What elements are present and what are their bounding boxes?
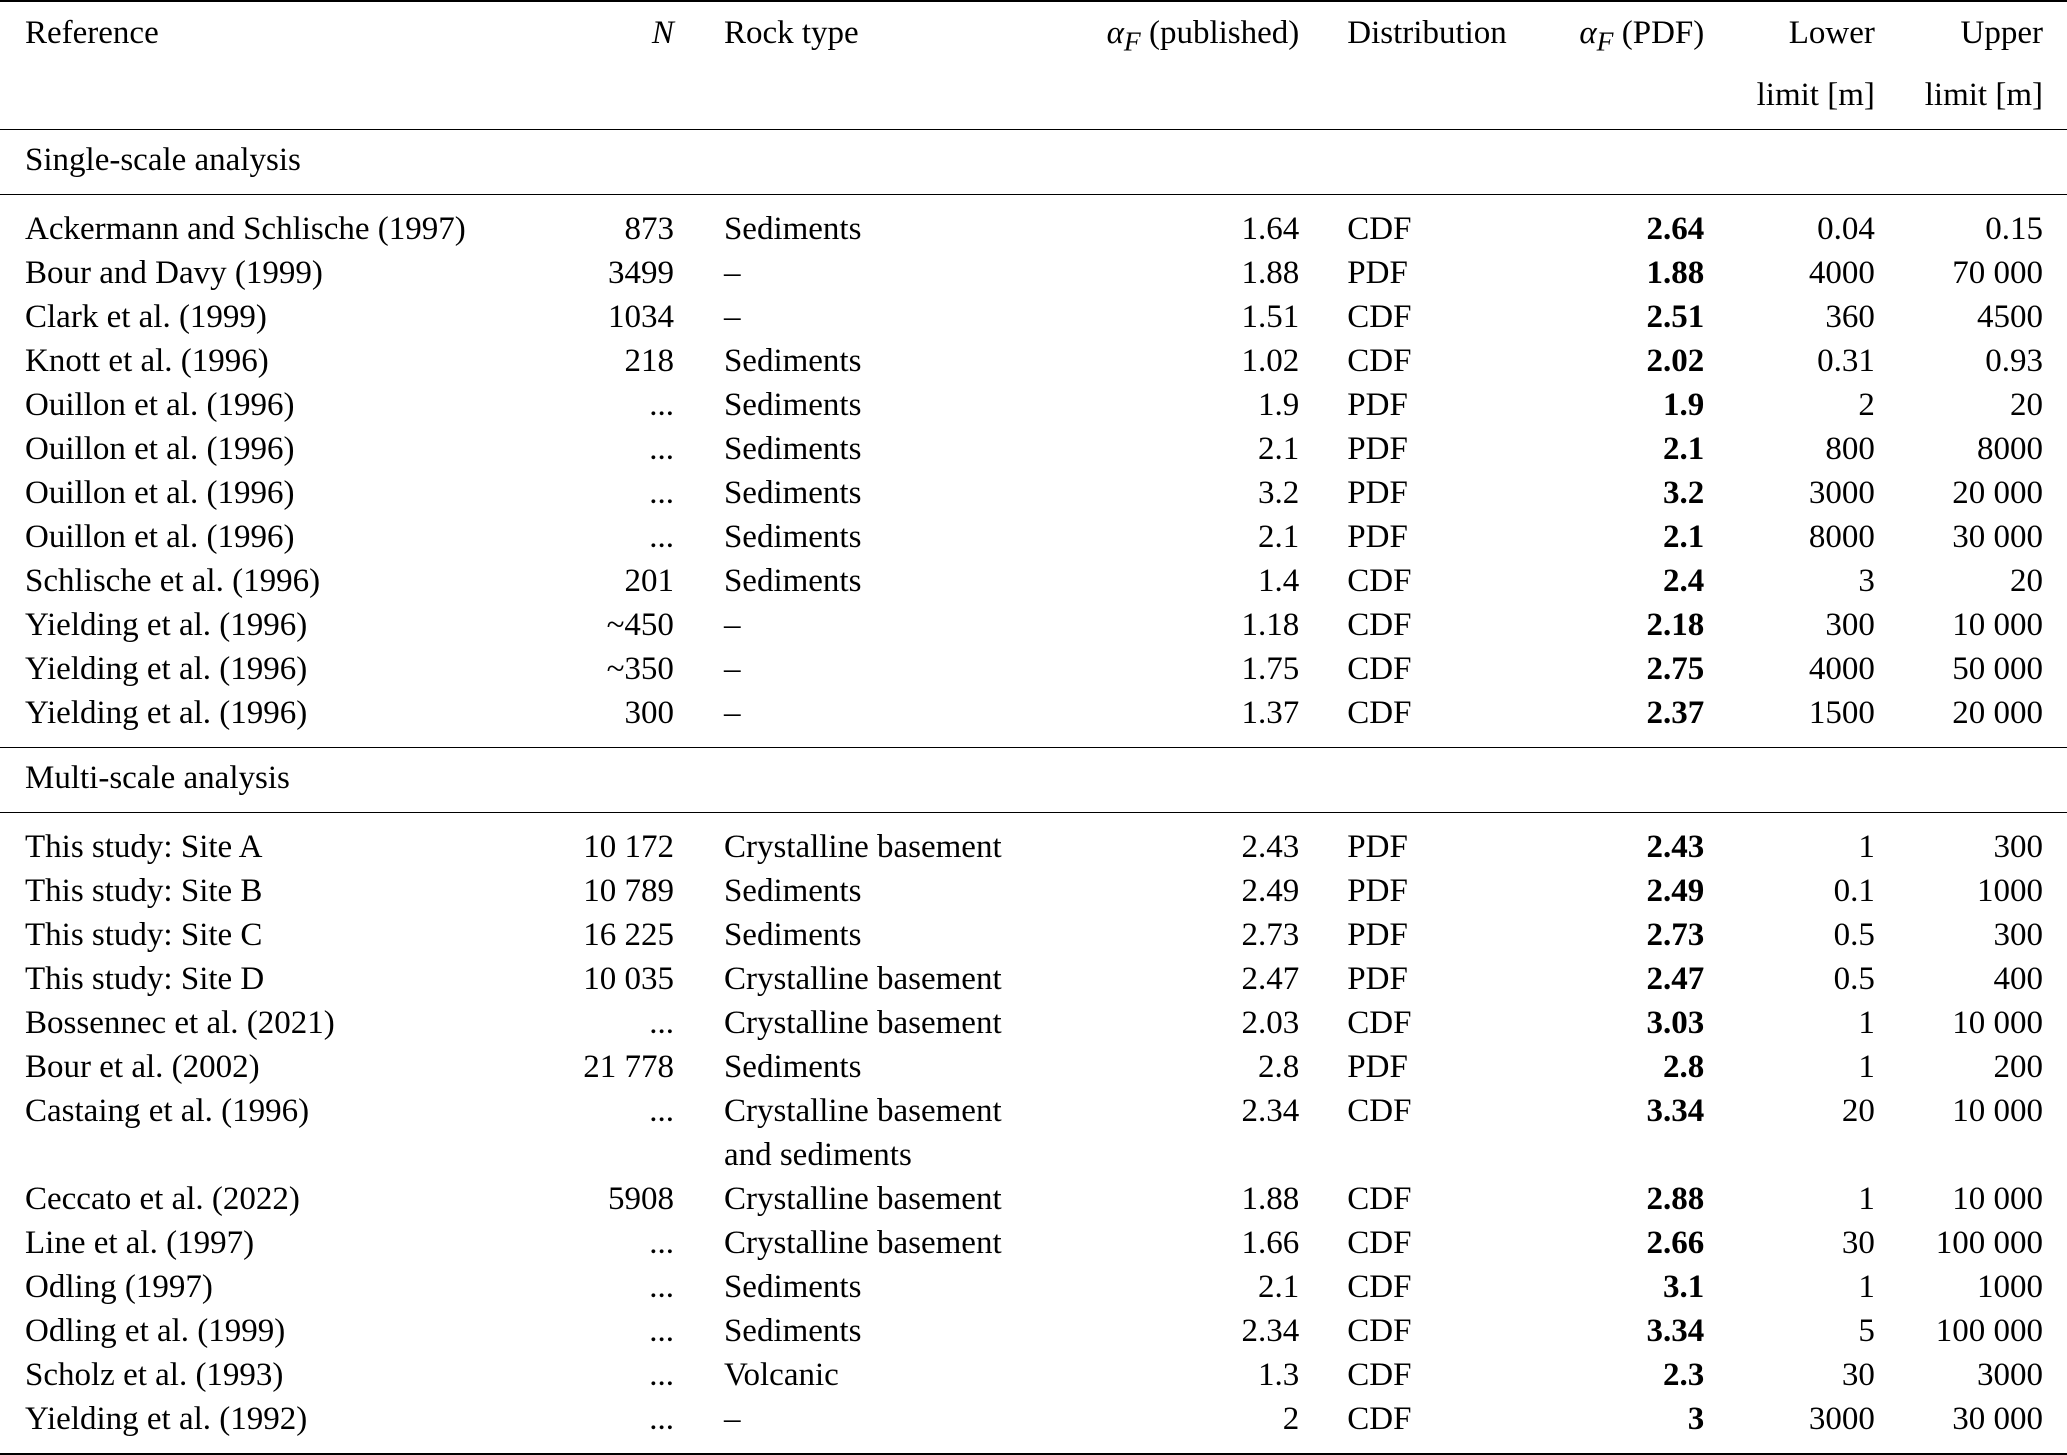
cell-lower-limit: 30: [1841, 1356, 1875, 1393]
cell-alpha-pdf: 2.88: [1646, 1180, 1705, 1217]
cell-alpha-pdf: 2.43: [1524, 812, 1704, 869]
cell-alpha-published: 1.02: [1241, 342, 1300, 379]
header-upper-line2: limit [m]: [1924, 76, 2043, 113]
cell-upper-limit: 8000: [1977, 430, 2043, 467]
cell-alpha-pdf: 3: [1524, 1397, 1704, 1454]
table-row: [0, 194, 2067, 251]
cell-alpha-published: 2.03: [1241, 1004, 1300, 1041]
cell-rock-type: Volcanic: [723, 1356, 839, 1393]
cell-alpha-published: 2.8: [1258, 1048, 1300, 1085]
cell-n: 3499: [607, 254, 674, 291]
alpha-published-suffix: (published): [1140, 15, 1300, 51]
cell-distribution: PDF: [1347, 916, 1408, 953]
cell-lower-limit: 30: [1841, 1224, 1875, 1261]
cell-upper-limit: 0.15: [1875, 194, 2067, 251]
cell-upper-limit: 200: [1993, 1048, 2043, 1085]
header-blank: [1524, 64, 1704, 130]
cell-upper-limit: 300: [1993, 916, 2043, 953]
cell-distribution: PDF: [1347, 960, 1408, 997]
alpha-pdf-suffix: (PDF): [1613, 15, 1705, 51]
cell-rock-type: Sediments: [723, 562, 862, 599]
table-header: [0, 1, 2067, 129]
cell-alpha-pdf: 1.9: [1663, 386, 1705, 423]
header-lower-line2: limit [m]: [1756, 76, 1875, 113]
table-row: [0, 559, 2067, 603]
table-row: [0, 1265, 2067, 1309]
cell-alpha-pdf: 2.66: [1646, 1224, 1705, 1261]
cell-lower-limit: 360: [1825, 298, 1875, 335]
cell-alpha-pdf: 2.64: [1524, 194, 1704, 251]
cell-rock-type: –: [723, 694, 741, 731]
cell-reference: Yielding et al. (1996): [25, 606, 308, 643]
cell-rock-type: Sediments: [723, 342, 862, 379]
cell-rock-type: Sediments: [723, 916, 862, 953]
cell-rock-type: Sediments: [723, 1312, 862, 1349]
section-title: Single-scale analysis: [0, 129, 2067, 194]
cell-alpha-published: 1.3: [1258, 1356, 1300, 1393]
cell-upper-limit: 10 000: [1952, 1180, 2043, 1217]
cell-upper-limit: 20 000: [1952, 474, 2043, 511]
header-blank: [676, 64, 1016, 130]
cell-upper-limit: 0.93: [1985, 342, 2043, 379]
cell-reference: Ouillon et al. (1996): [25, 386, 295, 423]
cell-alpha-pdf: 2.49: [1646, 872, 1705, 909]
cell-alpha-published: 1.88: [1241, 1180, 1300, 1217]
cell-lower-limit: 1: [1858, 1004, 1875, 1041]
cell-reference: Knott et al. (1996): [25, 342, 269, 379]
table-body: [0, 129, 2067, 1454]
header-distribution: Distribution: [1299, 1, 1524, 64]
header-blank: [1016, 64, 1300, 130]
cell-distribution: CDF: [1347, 1312, 1412, 1349]
table-row: [0, 1177, 2067, 1221]
cell-alpha-pdf: 2.4: [1663, 562, 1705, 599]
cell-n: 5908: [607, 1180, 674, 1217]
cell-lower-limit: 8000: [1808, 518, 1875, 555]
cell-alpha-pdf: 2.1: [1663, 518, 1705, 555]
cell-alpha-pdf: 2.3: [1663, 1356, 1705, 1393]
cell-reference: Ceccato et al. (2022): [25, 1180, 300, 1217]
cell-reference: Yielding et al. (1992): [0, 1397, 541, 1454]
cell-rock-type: Crystalline basement: [723, 1180, 1002, 1217]
header-blank: [1299, 64, 1524, 130]
cell-upper-limit: 100 000: [1935, 1224, 2043, 1261]
cell-upper-limit: 20: [2010, 386, 2043, 423]
cell-lower-limit: 1: [1858, 1048, 1875, 1085]
cell-n: 10 789: [583, 872, 674, 909]
cell-distribution: PDF: [1347, 430, 1408, 467]
cell-reference: Scholz et al. (1993): [25, 1356, 284, 1393]
cell-alpha-pdf: 2.37: [1646, 694, 1705, 731]
cell-lower-limit: 1500: [1808, 694, 1875, 731]
header-alpha-published: [1016, 1, 1300, 64]
cell-alpha-published: 2.47: [1241, 960, 1300, 997]
alpha-symbol: α: [1106, 15, 1124, 51]
cell-distribution: PDF: [1347, 872, 1408, 909]
cell-lower-limit: 1: [1858, 1180, 1875, 1217]
cell-reference: Ackermann and Schlische (1997): [0, 194, 541, 251]
cell-distribution: PDF: [1347, 386, 1408, 423]
alpha-subscript: F: [1596, 25, 1614, 57]
table-row: [0, 647, 2067, 691]
cell-lower-limit: 1: [1704, 812, 1875, 869]
table-row: [0, 1089, 2067, 1177]
cell-distribution: PDF: [1299, 812, 1524, 869]
header-row-1: [0, 1, 2067, 64]
cell-n: ...: [649, 518, 674, 555]
cell-reference: Yielding et al. (1996): [25, 650, 308, 687]
cell-lower-limit: 1: [1858, 1268, 1875, 1305]
cell-reference: Odling (1997): [25, 1268, 213, 1305]
cell-alpha-published: 2.34: [1241, 1312, 1300, 1349]
cell-upper-limit: 50 000: [1952, 650, 2043, 687]
cell-upper-limit: 20 000: [1952, 694, 2043, 731]
header-row-2: [0, 64, 2067, 130]
cell-alpha-pdf: 1.88: [1646, 254, 1705, 291]
cell-n: ...: [649, 386, 674, 423]
table-row: [0, 1397, 2067, 1454]
cell-n: ~350: [606, 650, 674, 687]
cell-n: 300: [624, 694, 674, 731]
cell-alpha-published: 1.88: [1241, 254, 1300, 291]
cell-alpha-published: 1.9: [1258, 386, 1300, 423]
cell-reference: This study: Site B: [25, 872, 263, 909]
cell-distribution: PDF: [1347, 254, 1408, 291]
cell-alpha-published: 2.43: [1016, 812, 1300, 869]
cell-lower-limit: 20: [1841, 1092, 1875, 1129]
cell-upper-limit: 70 000: [1952, 254, 2043, 291]
cell-upper-limit: 1000: [1977, 872, 2043, 909]
cell-n: 218: [624, 342, 674, 379]
cell-rock-type: Sediments: [723, 474, 862, 511]
cell-alpha-published: 1.18: [1241, 606, 1300, 643]
cell-reference: Ouillon et al. (1996): [25, 474, 295, 511]
cell-reference: Bossennec et al. (2021): [25, 1004, 335, 1041]
cell-n: ...: [649, 1092, 674, 1129]
cell-alpha-pdf: 3.03: [1646, 1004, 1705, 1041]
cell-n: ...: [649, 430, 674, 467]
cell-reference: Castaing et al. (1996): [25, 1092, 310, 1129]
table-row: [0, 869, 2067, 913]
cell-distribution: CDF: [1347, 1004, 1412, 1041]
cell-alpha-published: 1.51: [1241, 298, 1300, 335]
table-row: [0, 691, 2067, 748]
cell-alpha-pdf: 2.75: [1646, 650, 1705, 687]
table-row: [0, 957, 2067, 1001]
cell-lower-limit: 0.1: [1833, 872, 1875, 909]
cell-rock-type: Crystalline basement: [723, 1224, 1002, 1261]
cell-reference: Ouillon et al. (1996): [25, 518, 295, 555]
cell-upper-limit: 10 000: [1952, 606, 2043, 643]
cell-upper-limit: 4500: [1977, 298, 2043, 335]
table-row: [0, 812, 2067, 869]
cell-lower-limit: 0.04: [1704, 194, 1875, 251]
cell-upper-limit: 20: [2010, 562, 2043, 599]
table-row: [0, 515, 2067, 559]
cell-rock-type: –: [723, 650, 741, 687]
cell-distribution: CDF: [1347, 1180, 1412, 1217]
cell-rock-type: Sediments: [723, 430, 862, 467]
cell-reference: This study: Site D: [25, 960, 265, 997]
table-row: [0, 427, 2067, 471]
cell-lower-limit: 0.5: [1833, 960, 1875, 997]
cell-alpha-published: 2.49: [1241, 872, 1300, 909]
cell-alpha-published: 2: [1016, 1397, 1300, 1454]
cell-upper-limit: 1000: [1977, 1268, 2043, 1305]
cell-alpha-published: 1.66: [1241, 1224, 1300, 1261]
cell-distribution: CDF: [1347, 562, 1412, 599]
cell-alpha-published: 2.73: [1241, 916, 1300, 953]
header-blank: [541, 64, 676, 130]
cell-alpha-pdf: 2.8: [1663, 1048, 1705, 1085]
cell-alpha-pdf: 2.73: [1646, 916, 1705, 953]
header-reference: Reference: [0, 1, 541, 64]
table-row: [0, 1221, 2067, 1265]
section-title: Multi-scale analysis: [0, 747, 2067, 812]
cell-lower-limit: 4000: [1808, 650, 1875, 687]
cell-n: ...: [649, 1224, 674, 1261]
table-row: [0, 251, 2067, 295]
table-row: [0, 1309, 2067, 1353]
cell-upper-limit: 3000: [1977, 1356, 2043, 1393]
cell-lower-limit: 3000: [1808, 474, 1875, 511]
cell-reference: Yielding et al. (1996): [25, 694, 308, 731]
header-n: N: [541, 1, 676, 64]
cell-reference: Schlische et al. (1996): [25, 562, 321, 599]
cell-n: ...: [649, 1312, 674, 1349]
cell-rock-type: Crystalline basement: [723, 960, 1002, 997]
cell-rock-type: Sediments: [676, 194, 1016, 251]
cell-n: 201: [624, 562, 674, 599]
cell-alpha-published: 1.37: [1241, 694, 1300, 731]
header-alpha-pdf: [1524, 1, 1704, 64]
cell-alpha-published: 1.4: [1258, 562, 1300, 599]
cell-rock-type: –: [723, 298, 741, 335]
table-row: [0, 383, 2067, 427]
cell-upper-limit: 10 000: [1952, 1092, 2043, 1129]
cell-alpha-published: 1.64: [1016, 194, 1300, 251]
cell-distribution: CDF: [1347, 1224, 1412, 1261]
alpha-symbol: α: [1579, 15, 1597, 51]
table-row: [0, 603, 2067, 647]
cell-n: 10 035: [583, 960, 674, 997]
cell-alpha-published: 2.1: [1258, 430, 1300, 467]
cell-distribution: CDF: [1347, 606, 1412, 643]
cell-rock-type: Sediments: [723, 1268, 862, 1305]
cell-alpha-pdf: 3.2: [1663, 474, 1705, 511]
cell-alpha-pdf: 2.51: [1646, 298, 1705, 335]
cell-alpha-published: 3.2: [1258, 474, 1300, 511]
table-row: [0, 471, 2067, 515]
table-row: [0, 1353, 2067, 1397]
table-row: [0, 913, 2067, 957]
cell-reference: Bour et al. (2002): [25, 1048, 260, 1085]
cell-distribution: CDF: [1299, 194, 1524, 251]
cell-upper-limit: 30 000: [1952, 518, 2043, 555]
cell-upper-limit: 10 000: [1952, 1004, 2043, 1041]
cell-lower-limit: 300: [1825, 606, 1875, 643]
cell-distribution: CDF: [1347, 342, 1412, 379]
cell-reference: Clark et al. (1999): [25, 298, 267, 335]
cell-rock-type: Sediments: [723, 518, 862, 555]
cell-n: ...: [649, 1268, 674, 1305]
cell-rock-type: Crystalline basement: [676, 812, 1016, 869]
header-upper-line1: Upper: [1875, 1, 2067, 64]
cell-distribution: CDF: [1347, 1268, 1412, 1305]
cell-reference: This study: Site A: [0, 812, 541, 869]
cell-upper-limit: 30 000: [1875, 1397, 2067, 1454]
cell-alpha-pdf: 3.34: [1646, 1092, 1705, 1129]
cell-n: 21 778: [583, 1048, 674, 1085]
cell-lower-limit: 800: [1825, 430, 1875, 467]
cell-lower-limit: 2: [1858, 386, 1875, 423]
cell-rock-type: –: [723, 254, 741, 291]
cell-alpha-published: 2.1: [1258, 1268, 1300, 1305]
cell-n: 873: [541, 194, 676, 251]
cell-alpha-published: 1.75: [1241, 650, 1300, 687]
cell-alpha-published: 2.1: [1258, 518, 1300, 555]
cell-n: 16 225: [583, 916, 674, 953]
cell-n: 10 172: [541, 812, 676, 869]
cell-lower-limit: 5: [1858, 1312, 1875, 1349]
cell-distribution: PDF: [1347, 1048, 1408, 1085]
cell-n: 1034: [607, 298, 674, 335]
cell-rock-type: –: [723, 606, 741, 643]
cell-rock-type: Sediments: [723, 1048, 862, 1085]
section-header-row: [0, 747, 2067, 812]
cell-distribution: CDF: [1347, 694, 1412, 731]
cell-rock-type: Crystalline basement: [723, 1004, 1002, 1041]
alpha-subscript: F: [1123, 25, 1141, 57]
cell-distribution: CDF: [1347, 1092, 1412, 1129]
table-row: [0, 1001, 2067, 1045]
cell-alpha-pdf: 3.34: [1646, 1312, 1705, 1349]
cell-rock-type: Sediments: [723, 872, 862, 909]
table-row: [0, 295, 2067, 339]
header-lower-line1: Lower: [1704, 1, 1875, 64]
cell-alpha-pdf: 2.1: [1663, 430, 1705, 467]
cell-rock-type: Crystalline basement and sediments: [723, 1092, 1002, 1173]
cell-reference: This study: Site C: [25, 916, 263, 953]
cell-distribution: PDF: [1347, 518, 1408, 555]
cell-n: ...: [649, 1004, 674, 1041]
cell-reference: Bour and Davy (1999): [25, 254, 323, 291]
cell-lower-limit: 0.5: [1833, 916, 1875, 953]
cell-lower-limit: 4000: [1808, 254, 1875, 291]
cell-reference: Odling et al. (1999): [25, 1312, 286, 1349]
table-row: [0, 339, 2067, 383]
cell-alpha-published: 2.34: [1241, 1092, 1300, 1129]
cell-n: ...: [649, 1356, 674, 1393]
cell-alpha-pdf: 2.02: [1646, 342, 1705, 379]
header-rock-type: Rock type: [676, 1, 1016, 64]
cell-distribution: CDF: [1347, 298, 1412, 335]
cell-rock-type: –: [676, 1397, 1016, 1454]
cell-alpha-pdf: 2.18: [1646, 606, 1705, 643]
cell-distribution: CDF: [1347, 650, 1412, 687]
cell-lower-limit: 3: [1858, 562, 1875, 599]
cell-distribution: PDF: [1347, 474, 1408, 511]
cell-n: ~450: [606, 606, 674, 643]
cell-alpha-pdf: 3.1: [1663, 1268, 1705, 1305]
cell-alpha-pdf: 2.47: [1646, 960, 1705, 997]
section-header-row: [0, 129, 2067, 194]
cell-n: ...: [649, 474, 674, 511]
cell-upper-limit: 400: [1993, 960, 2043, 997]
cell-upper-limit: 300: [1875, 812, 2067, 869]
cell-lower-limit: 0.31: [1817, 342, 1875, 379]
cell-reference: Ouillon et al. (1996): [25, 430, 295, 467]
cell-n: ...: [541, 1397, 676, 1454]
cell-lower-limit: 3000: [1704, 1397, 1875, 1454]
table-row: [0, 1045, 2067, 1089]
cell-distribution: CDF: [1299, 1397, 1524, 1454]
cell-distribution: CDF: [1347, 1356, 1412, 1393]
cell-reference: Line et al. (1997): [25, 1224, 255, 1261]
cell-rock-type: Sediments: [723, 386, 862, 423]
cell-upper-limit: 100 000: [1935, 1312, 2043, 1349]
header-blank: [0, 64, 541, 130]
